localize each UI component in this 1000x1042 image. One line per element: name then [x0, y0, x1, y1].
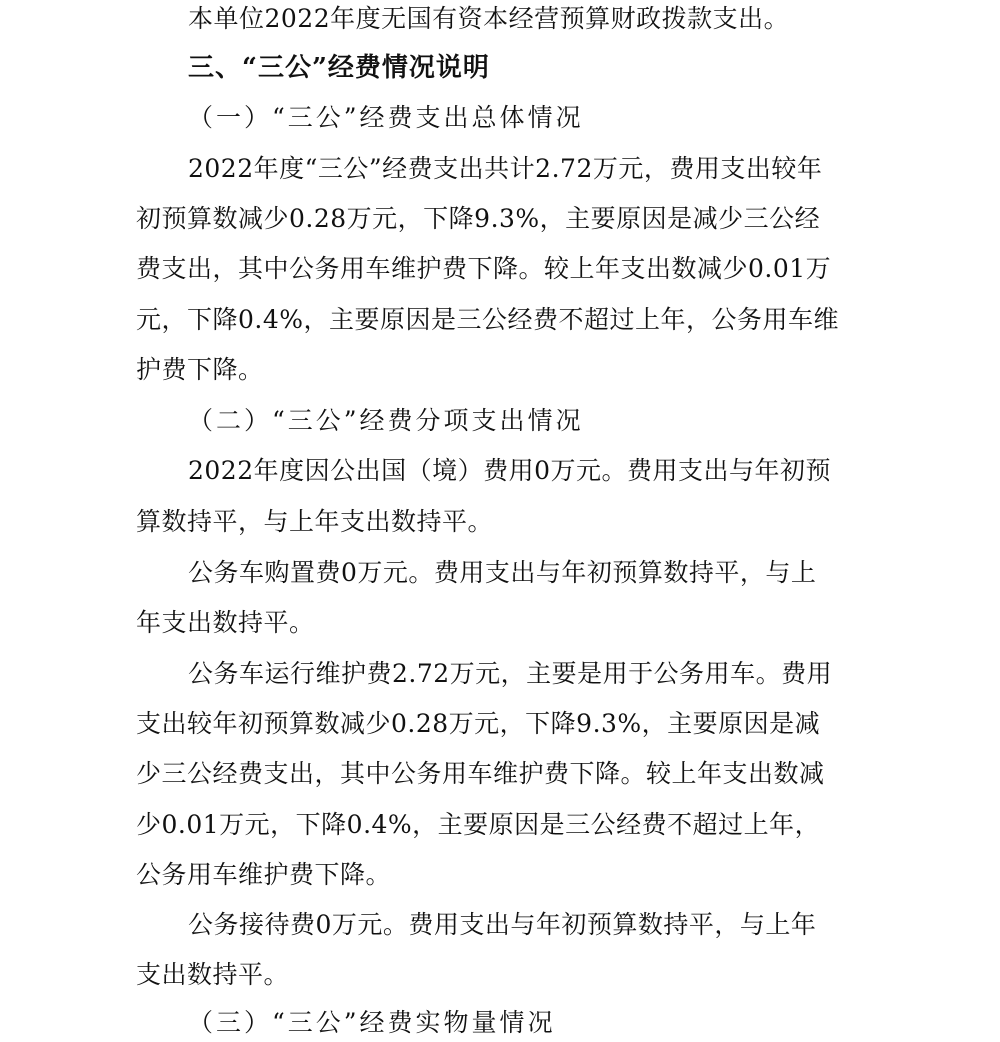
text-line-intro: 本单位2022年度无国有资本经营预算财政拨款支出。	[188, 4, 790, 33]
subheading-itemized: （二）“三公”经费分项支出情况	[188, 406, 584, 435]
text-line: 公务用车维护费下降。	[136, 860, 392, 889]
text-line: 支出数持平。	[136, 960, 290, 989]
text-line: 2022年度因公出国（境）费用0万元。费用支出与年初预	[188, 456, 832, 485]
subheading-physical-quantity: （三）“三公”经费实物量情况	[188, 1008, 556, 1037]
text-line: 公务车购置费0万元。费用支出与年初预算数持平，与上	[188, 558, 817, 587]
text-line: 支出较年初预算数减少0.28万元，下降9.3%，主要原因是减	[136, 709, 821, 738]
subheading-overall: （一）“三公”经费支出总体情况	[188, 103, 584, 132]
text-line: 少三公经费支出，其中公务用车维护费下降。较上年支出数减	[136, 759, 825, 788]
text-line: 护费下降。	[136, 355, 264, 384]
text-line: 元，下降0.4%，主要原因是三公经费不超过上年，公务用车维	[136, 305, 840, 334]
text-line: 公务车运行维护费2.72万元，主要是用于公务用车。费用	[188, 659, 833, 688]
text-line: 费支出，其中公务用车维护费下降。较上年支出数减少0.01万	[136, 254, 832, 283]
text-line: 公务接待费0万元。费用支出与年初预算数持平，与上年	[188, 910, 817, 939]
text-line: 算数持平，与上年支出数持平。	[136, 507, 494, 536]
text-line: 初预算数减少0.28万元，下降9.3%，主要原因是减少三公经	[136, 204, 821, 233]
text-line: 少0.01万元，下降0.4%，主要原因是三公经费不超过上年，	[136, 810, 821, 839]
section-heading-three-public: 三、“三公”经费情况说明	[188, 53, 490, 83]
text-line: 年支出数持平。	[136, 608, 315, 637]
text-line: 2022年度“三公”经费支出共计2.72万元，费用支出较年	[188, 154, 823, 183]
